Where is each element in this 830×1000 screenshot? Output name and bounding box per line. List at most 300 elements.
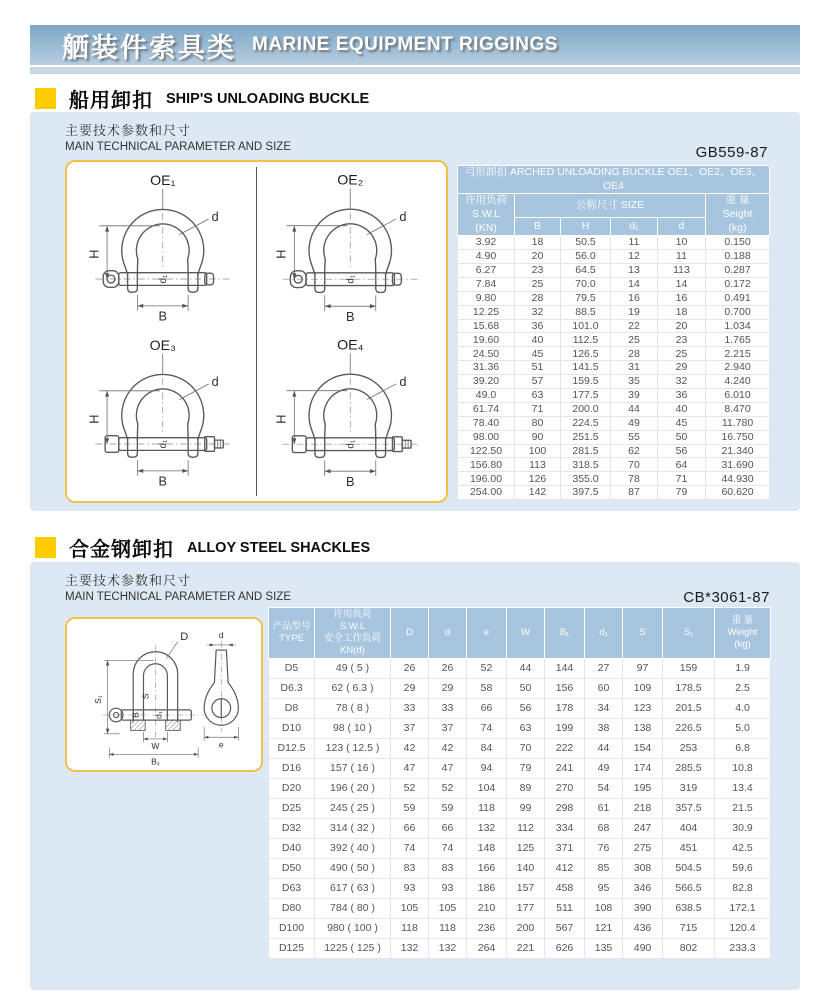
cell: 21.5 [715,799,771,819]
cell: 37 [429,719,467,739]
cell: 26 [429,659,467,679]
table-row [458,250,770,264]
cell: 64.5 [561,263,611,277]
cell: 233.3 [715,939,771,959]
cell: 159 [663,659,715,679]
cell: 83 [391,859,429,879]
table-row [458,375,770,389]
cell: 144 [545,659,585,679]
cell: 89 [507,779,545,799]
cell: 357.5 [663,799,715,819]
diagram-variant-label: OE₂ [336,172,363,189]
cell: 199 [545,719,585,739]
cell: 56 [507,699,545,719]
cell: D80 [269,899,315,919]
cell: 2.5 [715,679,771,699]
dim-label-d: d [211,209,219,224]
cell: 13.4 [715,779,771,799]
cell: 44 [611,402,658,416]
bow-shackle-diagram-oe3 [70,332,257,497]
cell: 113 [515,458,561,472]
dim-label-B: B [158,474,167,489]
cell: 355.0 [561,472,611,486]
cell: 980 ( 100 ) [315,919,391,939]
cell: 298 [545,799,585,819]
section1-title-en: SHIP'S UNLOADING BUCKLE [166,90,370,107]
cell: 85 [585,859,623,879]
cell: 504.5 [663,859,715,879]
cell: 222 [545,739,585,759]
table-row [269,939,771,959]
cell: 157 [507,879,545,899]
cell: 1225 ( 125 ) [315,939,391,959]
table-row [269,819,771,839]
cell: 6.8 [715,739,771,759]
cell: 45 [515,347,561,361]
col-header-H: H [561,217,611,235]
cell: D25 [269,799,315,819]
cell: 253 [663,739,715,759]
cell: 132 [467,819,507,839]
cell: 49 [585,759,623,779]
subtitle-en: MAIN TECHNICAL PARAMETER AND SIZE [65,591,291,603]
arched-buckle-table [457,165,770,500]
cell: 28 [515,291,561,305]
dim-label-d1: d₁ [158,439,170,448]
col-header-d: d [658,217,706,235]
table-row [458,347,770,361]
cell: 45 [658,416,706,430]
cell: 10 [658,236,706,250]
cell: 54 [585,779,623,799]
diagram-variant-label: OE₄ [336,336,363,353]
subtitle-zh: 主要技术参数和尺寸 [65,573,192,588]
cell: 196.00 [458,472,515,486]
cell: 42.5 [715,839,771,859]
cell: 38 [585,719,623,739]
table-row [269,919,771,939]
cell: 29 [658,361,706,375]
cell: 23 [515,263,561,277]
swl-line2: S.W.L [339,621,366,633]
cell: D6.3 [269,679,315,699]
cell: 177.5 [561,389,611,403]
cell: 93 [429,879,467,899]
cell: 3.92 [458,236,515,250]
col-header-d: d [429,608,467,659]
cell: D50 [269,859,315,879]
cell: D12.5 [269,739,315,759]
cell: 49.0 [458,389,515,403]
cell: 29 [391,679,429,699]
table-row [458,402,770,416]
cell: 49 ( 5 ) [315,659,391,679]
col-header-e: e [467,608,507,659]
cell: 196 ( 20 ) [315,779,391,799]
cell: 177 [507,899,545,919]
cell: 44 [585,739,623,759]
cell: 12.25 [458,305,515,319]
cell: 0.700 [706,305,770,319]
cell: 490 [623,939,663,959]
cell: 148 [467,839,507,859]
cell: 14 [611,277,658,291]
cell: 178 [545,699,585,719]
cell: 8.470 [706,402,770,416]
cell: D8 [269,699,315,719]
cell: 6.27 [458,263,515,277]
table-row [269,899,771,919]
col-header-D: D [391,608,429,659]
cell: 27 [585,659,623,679]
cell: 195 [623,779,663,799]
bow-shackle-diagram-oe1 [70,167,257,332]
cell: 36 [515,319,561,333]
cell: 224.5 [561,416,611,430]
cell: 40 [515,333,561,347]
cell: 19 [611,305,658,319]
cell: 11 [658,250,706,264]
cell: 70 [507,739,545,759]
cell: 52 [391,779,429,799]
cell: 35 [611,375,658,389]
table-row [458,486,770,500]
section1-panel [30,112,800,511]
cell: 9.80 [458,291,515,305]
weight-line2: Weight [727,627,758,639]
banner-title-en: MARINE EQUIPMENT RIGGINGS [252,34,558,55]
cell: 21.340 [706,444,770,458]
cell: 275 [623,839,663,859]
table-row [458,458,770,472]
cell: 24.50 [458,347,515,361]
cell: D63 [269,879,315,899]
weight-line2: Seight [722,207,753,220]
cell: 201.5 [663,699,715,719]
dim-label-d1: d₁ [158,274,170,284]
cell: 174 [623,759,663,779]
cell: 32 [658,375,706,389]
cell: 20 [515,250,561,264]
cell: 63 [515,389,561,403]
cell: 47 [429,759,467,779]
cell: 98.00 [458,430,515,444]
cell: 15.68 [458,319,515,333]
dim-label-B: B [130,712,141,718]
cell: 1.765 [706,333,770,347]
cell: 83 [429,859,467,879]
cell: 784 ( 80 ) [315,899,391,919]
cell: 121 [585,919,623,939]
cell: 61.74 [458,402,515,416]
cell: 60 [585,679,623,699]
dim-label-d: d [211,374,219,389]
cell: 59.6 [715,859,771,879]
cell: 59 [429,799,467,819]
cell: 25 [515,277,561,291]
cell: D16 [269,759,315,779]
cell: 218 [623,799,663,819]
cell: 0.150 [706,236,770,250]
cell: 97 [623,659,663,679]
cell: 334 [545,819,585,839]
col-header-d1: d₁ [611,217,658,235]
table-row [269,739,771,759]
cell: 36 [658,389,706,403]
cell: 51 [515,361,561,375]
dim-label-H: H [272,249,288,259]
cell: 18 [515,236,561,250]
cell: 113 [658,263,706,277]
table-row [269,759,771,779]
cell: 14 [658,277,706,291]
cell: 30.9 [715,819,771,839]
banner-title-zh: 舾装件索具类 [62,32,236,63]
table-row [269,659,771,679]
cell: 186 [467,879,507,899]
cell: 78 [611,472,658,486]
cell: 397.5 [561,486,611,500]
swl-line1: 许用负荷 [465,194,507,207]
cell: 31.36 [458,361,515,375]
cell: 715 [663,919,715,939]
cell: 404 [663,819,715,839]
section1-heading [35,84,369,113]
col-header-S1: S₁ [663,608,715,659]
swl-line3: 安全工作负荷 [323,633,381,644]
cell: 23 [658,333,706,347]
cell: 78.40 [458,416,515,430]
col-header-swl [315,608,391,659]
cell: 236 [467,919,507,939]
cell: 16 [611,291,658,305]
table-row [458,472,770,486]
cell: 0.172 [706,277,770,291]
cell: 4.240 [706,375,770,389]
cell: 6.010 [706,389,770,403]
cell: 617 ( 63 ) [315,879,391,899]
cell: 57 [515,375,561,389]
col-header-swl [458,194,515,236]
cell: 66 [429,819,467,839]
cell: 19.60 [458,333,515,347]
cell: 71 [515,402,561,416]
dim-label-d: d [398,373,406,389]
cell: 638.5 [663,899,715,919]
cell: 50.5 [561,236,611,250]
cell: 61 [585,799,623,819]
cell: 68 [585,819,623,839]
cell: 346 [623,879,663,899]
cell: 63 [507,719,545,739]
col-header-W: W [507,608,545,659]
cell: 33 [391,699,429,719]
cell: 105 [429,899,467,919]
cell: 0.188 [706,250,770,264]
cell: 29 [429,679,467,699]
cell: 62 ( 6.3 ) [315,679,391,699]
section2-subtitle [65,570,291,603]
cell: 308 [623,859,663,879]
cell: 281.5 [561,444,611,458]
cell: 34 [585,699,623,719]
cell: 12 [611,250,658,264]
cell: 200.0 [561,402,611,416]
cell: 221 [507,939,545,959]
cell: 245 ( 25 ) [315,799,391,819]
swl-line1: 许用负荷 [333,609,372,621]
cell: 100 [515,444,561,458]
bow-shackle-drawing [257,167,444,332]
dim-label-S1: S₁ [92,695,103,704]
cell: 135 [585,939,623,959]
diagram-variant-label: OE₁ [150,171,176,188]
cell: D125 [269,939,315,959]
cell: 87 [611,486,658,500]
cell: 40 [658,402,706,416]
cell: 458 [545,879,585,899]
table-row [458,361,770,375]
cell: 436 [623,919,663,939]
cell: 58 [467,679,507,699]
cell: 251.5 [561,430,611,444]
dim-label-d: d [398,208,406,224]
cell: 0.287 [706,263,770,277]
standard-code-gb559: GB559-87 [695,144,768,161]
table-row [458,277,770,291]
table-row [458,236,770,250]
dee-shackle-diagram-box [65,617,263,772]
cell: 802 [663,939,715,959]
cell: 2.940 [706,361,770,375]
cell: 210 [467,899,507,919]
swl-line3: (KN) [475,221,497,234]
cell: 74 [467,719,507,739]
cell: 84 [467,739,507,759]
cell: 270 [545,779,585,799]
cell: 10.8 [715,759,771,779]
cell: 88.5 [561,305,611,319]
cell: 52 [467,659,507,679]
table-row [458,291,770,305]
cell: 172.1 [715,899,771,919]
cell: 11 [611,236,658,250]
bow-shackle-drawing [70,332,256,497]
cell: 31.690 [706,458,770,472]
cell: 126 [515,472,561,486]
cell: 25 [611,333,658,347]
cell: 451 [663,839,715,859]
cell: 16.750 [706,430,770,444]
cell: 120.4 [715,919,771,939]
dim-label-d: d [218,630,224,641]
table-row [458,333,770,347]
dim-label-d1: d₁ [345,439,357,449]
cell: 118 [429,919,467,939]
col-header-B1: B₁ [545,608,585,659]
cell: 66 [467,699,507,719]
cell: 94 [467,759,507,779]
cell: D100 [269,919,315,939]
yellow-square-marker [35,537,56,558]
cell: 132 [391,939,429,959]
cell: 80 [515,416,561,430]
cell: 56 [658,444,706,458]
cell: 118 [391,919,429,939]
standard-code-cb3061: CB*3061-87 [683,589,770,606]
cell: 567 [545,919,585,939]
cell: 264 [467,939,507,959]
cell: 566.5 [663,879,715,899]
cell: 2.215 [706,347,770,361]
cell: 52 [429,779,467,799]
col-header-type [269,608,315,659]
cell: 55 [611,430,658,444]
cell: 123 [623,699,663,719]
bow-shackle-diagram-box [65,160,448,503]
bow-shackle-drawing [70,167,256,332]
cell: 4.90 [458,250,515,264]
cell: 71 [658,472,706,486]
section2-title-zh: 合金钢卸扣 [69,539,174,561]
cell: 626 [545,939,585,959]
table-row [458,319,770,333]
cell: 60.620 [706,486,770,500]
table2-body [269,659,771,959]
table-row [269,879,771,899]
weight-line3: (kg) [734,638,751,650]
cell: 200 [507,919,545,939]
cell: 76 [585,839,623,859]
cell: 112 [507,819,545,839]
cell: 318.5 [561,458,611,472]
yellow-square-marker [35,88,56,109]
cell: 47 [391,759,429,779]
cell: 62 [611,444,658,458]
bow-shackle-diagram-oe4 [257,332,444,497]
section1-subtitle [65,120,291,153]
cell: 371 [545,839,585,859]
cell: 4.0 [715,699,771,719]
cell: 28 [611,347,658,361]
cell: 156.80 [458,458,515,472]
table-row [269,699,771,719]
col-header-B: B [515,217,561,235]
cell: D32 [269,819,315,839]
subtitle-en: MAIN TECHNICAL PARAMETER AND SIZE [65,141,291,153]
dim-label-B: B [345,473,355,489]
cell: 1.034 [706,319,770,333]
bow-shackle-diagram-oe2 [257,167,444,332]
cell: 42 [391,739,429,759]
table-row [269,679,771,699]
table-row [269,859,771,879]
table-row [269,839,771,859]
cell: 22 [611,319,658,333]
cell: 64 [658,458,706,472]
cell: 90 [515,430,561,444]
cell: 118 [467,799,507,819]
table-row [269,779,771,799]
cell: D20 [269,779,315,799]
cell: 39.20 [458,375,515,389]
cell: D10 [269,719,315,739]
cell: 82.8 [715,879,771,899]
cell: 79 [507,759,545,779]
cell: 74 [391,839,429,859]
cell: 390 [623,899,663,919]
cell: 122.50 [458,444,515,458]
